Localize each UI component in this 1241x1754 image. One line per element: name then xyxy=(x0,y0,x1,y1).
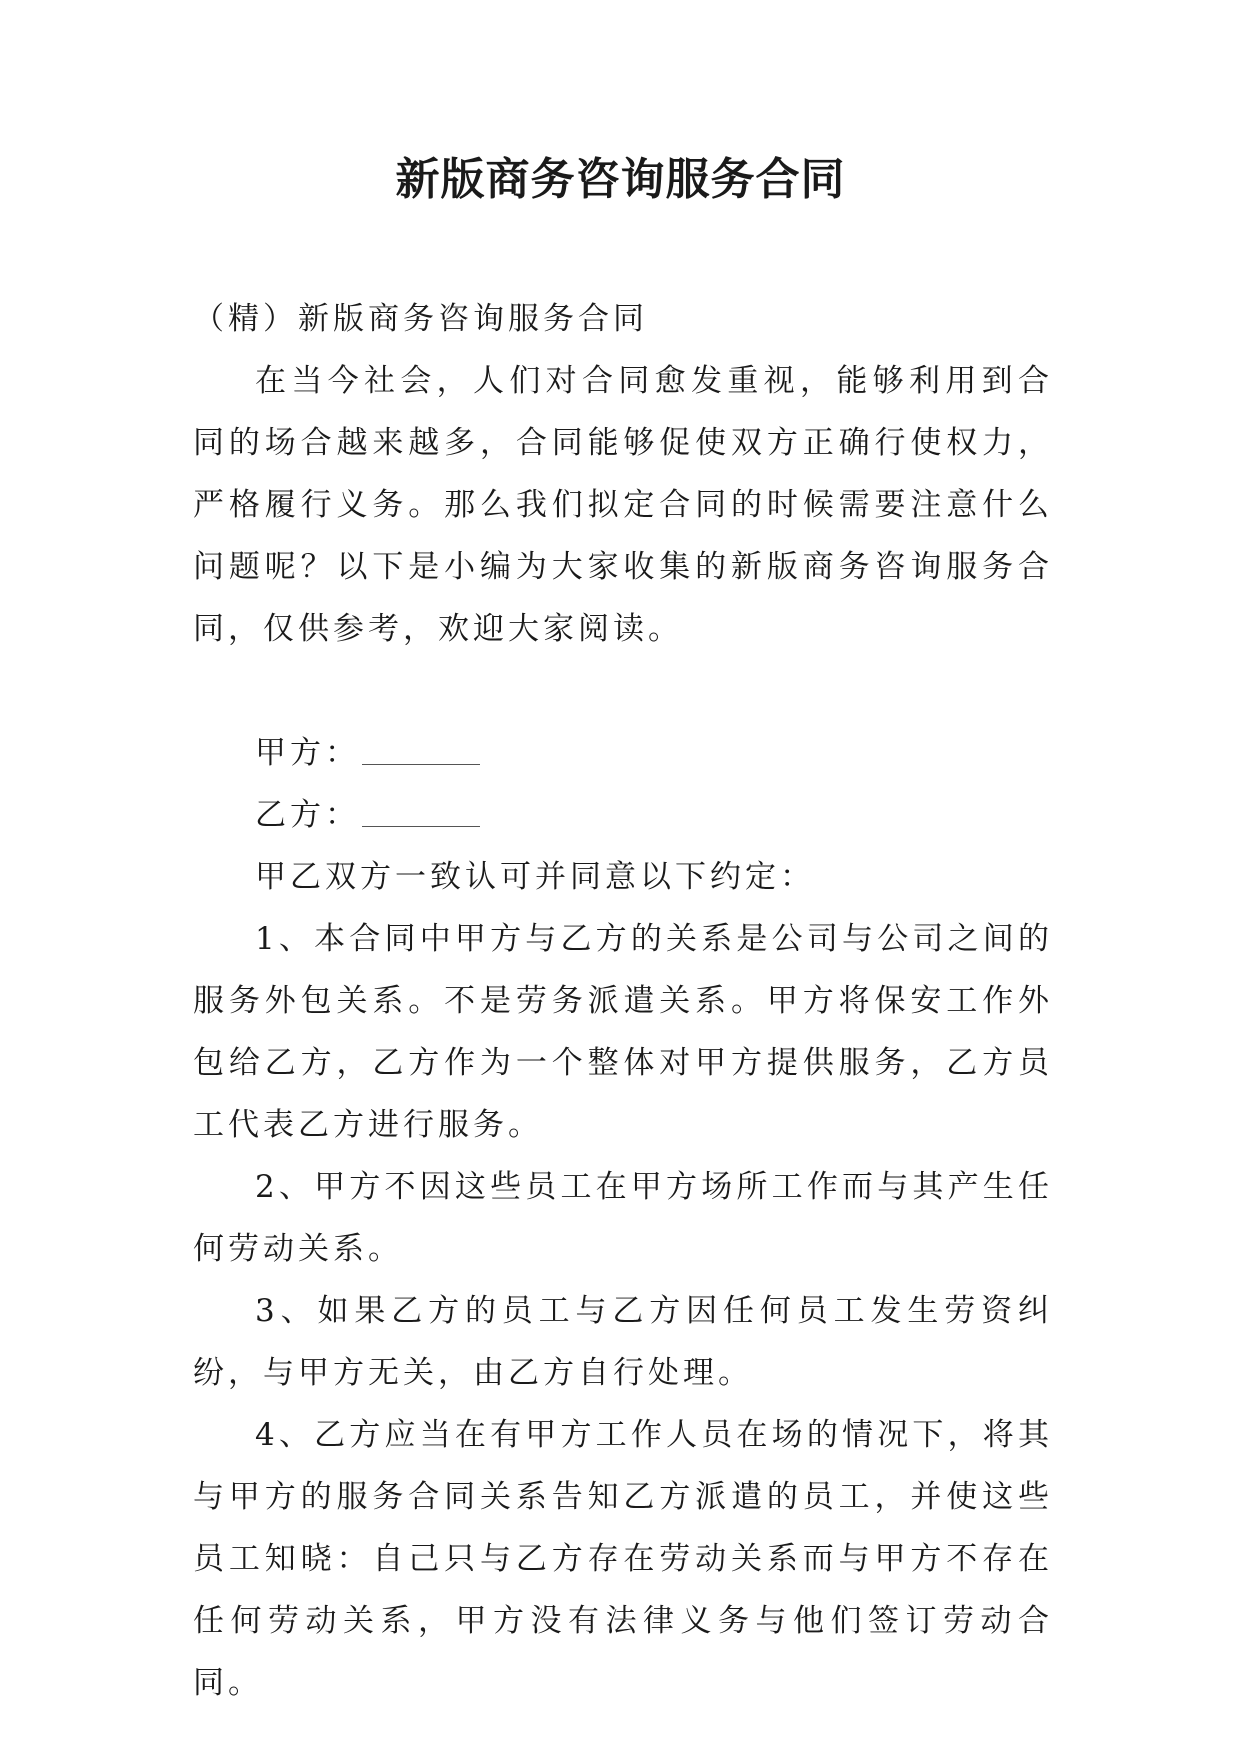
paragraph-spacer xyxy=(193,660,1053,722)
party-b-line xyxy=(193,784,1053,846)
intro-paragraph: 在当今社会，人们对合同愈发重视，能够利用到合同的场合越来越多，合同能够促使双方正确行使权力，严格履行义务。那么我们拟定合同的时候需要注意什么问题呢？以下是小编为大家收集的新版商务咨询服务合同，仅供参考，欢迎大家阅读。 xyxy=(193,363,1053,647)
clause-1: 1、本合同中甲方与乙方的关系是公司与公司之间的服务外包关系。不是劳务派遣关系。甲方将保安工作外包给乙方，乙方作为一个整体对甲方提供服务，乙方员工代表乙方进行服务。 xyxy=(193,921,1053,1143)
party-b-blank xyxy=(362,796,480,827)
party-b-label: 乙方： xyxy=(255,797,360,833)
document-body xyxy=(193,288,1053,1714)
party-a-label: 甲方： xyxy=(255,735,360,771)
party-a-line xyxy=(193,722,1053,784)
document-title: 新版商务咨询服务合同 xyxy=(395,154,846,205)
clause-3: 3、如果乙方的员工与乙方因任何员工发生劳资纠纷，与甲方无关，由乙方自行处理。 xyxy=(193,1293,1053,1391)
party-a-blank xyxy=(362,734,480,765)
clause-4: 4、乙方应当在有甲方工作人员在场的情况下，将其与甲方的服务合同关系告知乙方派遣的员工，并使这些员工知晓：自己只与乙方存在劳动关系而与甲方不存在任何劳动关系，甲方没有法律义务与他们签订劳动合同。 xyxy=(193,1417,1053,1701)
document-subtitle: （精）新版商务咨询服务合同 xyxy=(193,301,648,337)
agreement-line: 甲乙双方一致认可并同意以下约定： xyxy=(255,859,815,895)
clause-2: 2、甲方不因这些员工在甲方场所工作而与其产生任何劳动关系。 xyxy=(193,1169,1053,1267)
